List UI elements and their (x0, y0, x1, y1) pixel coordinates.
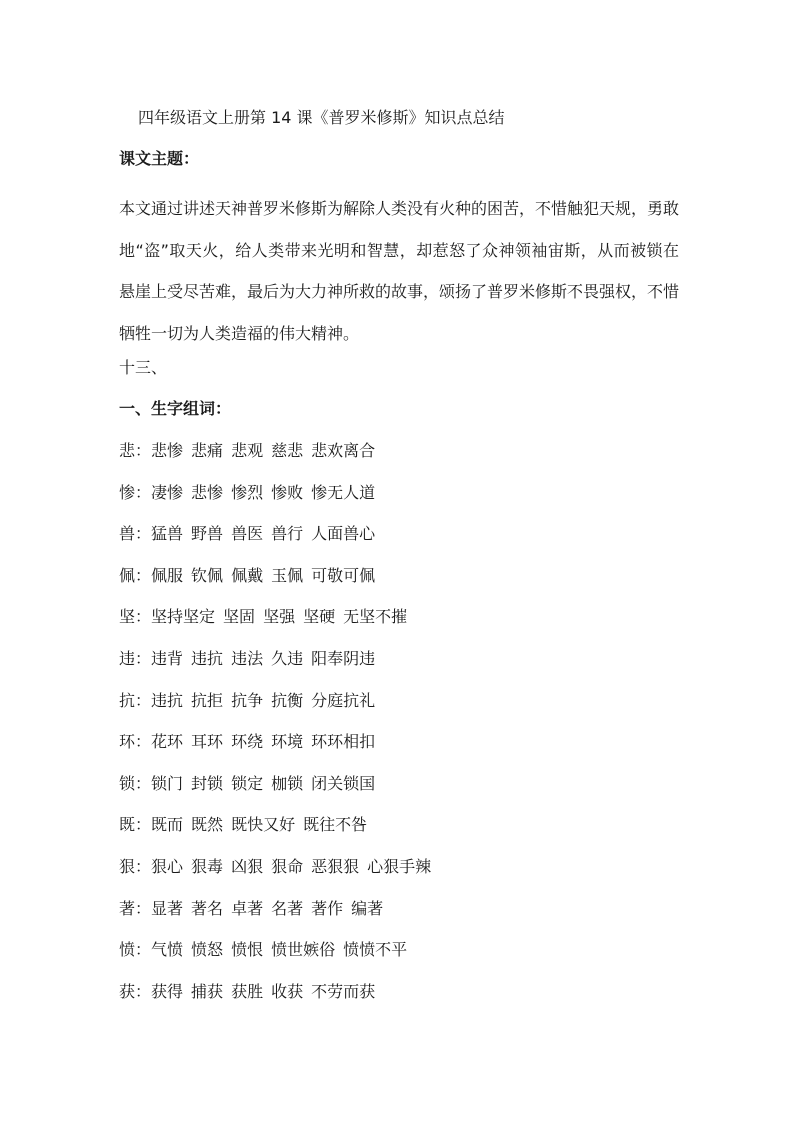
vocab-row (119, 855, 439, 897)
vocab-word: 抗衡 (271, 690, 304, 710)
vocab-word: 凄惨 (151, 482, 184, 502)
vocab-char: 获 (119, 981, 136, 1001)
vocab-word: 恶狠狠 (311, 856, 360, 876)
vocab-char: 著 (119, 898, 136, 918)
vocab-separator: ： (135, 482, 152, 502)
vocab-row (119, 481, 439, 523)
vocab-row (119, 605, 439, 647)
vocab-word: 违背 (151, 648, 184, 668)
vocab-word: 枷锁 (271, 773, 304, 793)
vocab-word: 愤恨 (231, 940, 264, 960)
vocab-char: 锁 (119, 773, 136, 793)
vocab-char: 抗 (119, 690, 136, 710)
vocab-word: 环环相扣 (311, 732, 376, 752)
vocab-char: 佩 (119, 565, 136, 585)
vocab-word: 愤怒 (191, 940, 224, 960)
vocab-word: 久违 (271, 648, 304, 668)
vocab-row (119, 980, 439, 1022)
vocab-word: 著作 (311, 898, 344, 918)
vocab-word: 锁定 (231, 773, 264, 793)
vocab-word: 惨无人道 (311, 482, 376, 502)
vocab-word: 既快又好 (231, 815, 296, 835)
vocab-word: 闭关锁国 (311, 773, 376, 793)
vocab-word: 抗拒 (191, 690, 224, 710)
vocab-word: 名著 (271, 898, 304, 918)
vocab-char: 环 (119, 732, 136, 752)
vocab-word: 狠命 (271, 856, 304, 876)
vocab-word: 愤愤不平 (343, 940, 408, 960)
vocab-word: 坚固 (223, 607, 256, 627)
vocab-char: 惨 (119, 482, 136, 502)
vocab-word: 凶狠 (231, 856, 264, 876)
vocab-word: 钦佩 (191, 565, 224, 585)
vocab-separator: ： (135, 690, 152, 710)
vocab-word: 惨败 (271, 482, 304, 502)
vocab-word: 坚强 (263, 607, 296, 627)
vocab-word: 耳环 (191, 732, 224, 752)
vocab-row (119, 772, 439, 814)
vocab-word: 悲惨 (151, 441, 184, 460)
vocab-separator: ： (135, 898, 152, 918)
vocab-row (119, 689, 439, 731)
vocab-word: 捕获 (191, 981, 224, 1001)
vocab-char: 狠 (119, 856, 136, 876)
vocab-row (119, 564, 439, 606)
vocab-word: 可敬可佩 (311, 565, 376, 585)
vocab-word: 玉佩 (271, 565, 304, 585)
vocab-word: 分庭抗礼 (311, 690, 376, 710)
vocab-word: 收获 (271, 981, 304, 1001)
vocab-separator: ： (135, 648, 152, 668)
vocab-heading: 一、生字组词： (119, 399, 232, 418)
vocab-separator: ： (135, 607, 152, 627)
vocab-word: 阳奉阴违 (311, 648, 376, 668)
vocab-char: 悲 (119, 441, 136, 460)
vocab-separator: ： (135, 940, 152, 960)
vocab-separator: ： (135, 981, 152, 1001)
vocab-word: 愤世嫉俗 (271, 940, 336, 960)
section-number: 十三、 (119, 358, 168, 377)
vocab-word: 锁门 (151, 773, 184, 793)
vocab-row (119, 439, 439, 481)
vocab-word: 心狠手辣 (367, 856, 432, 876)
vocab-word: 著名 (191, 898, 224, 918)
vocab-row (119, 647, 439, 689)
theme-paragraph: 本文通过讲述天神普罗米修斯为解除人类没有火种的困苦，不惜触犯天规，勇敢地“盗”取天火，给人类带来光明和智慧，却惹怒了众神领袖宙斯，从而被锁在悬崖上受尽苦难，最后为大力神所救的故事，颂扬了普罗米修斯不畏强权，不惜牺牲一切为人类造福的伟大精神。 (119, 199, 680, 343)
vocab-row (119, 938, 439, 980)
vocab-separator: ： (135, 773, 152, 793)
vocab-word: 违抗 (151, 690, 184, 710)
vocab-word: 悲观 (231, 441, 264, 460)
vocab-separator: ： (135, 732, 152, 752)
vocab-separator: ： (135, 441, 152, 460)
vocab-word: 慈悲 (271, 441, 304, 460)
vocab-word: 不劳而获 (311, 981, 376, 1001)
vocab-word: 无坚不摧 (343, 607, 408, 627)
vocab-word: 人面兽心 (311, 524, 376, 544)
vocab-word: 既往不咎 (303, 815, 368, 835)
vocab-word: 坚持坚定 (151, 607, 216, 627)
vocab-word: 狠毒 (191, 856, 224, 876)
vocab-word: 显著 (151, 898, 184, 918)
vocab-word: 获胜 (231, 981, 264, 1001)
vocab-row (119, 897, 439, 939)
vocab-word: 违法 (231, 648, 264, 668)
vocab-word: 兽医 (231, 524, 264, 544)
vocab-word: 气愤 (151, 940, 184, 960)
vocab-word: 获得 (151, 981, 184, 1001)
vocab-word: 坚硬 (303, 607, 336, 627)
vocab-word: 卓著 (231, 898, 264, 918)
vocab-word: 佩服 (151, 565, 184, 585)
vocab-word: 佩戴 (231, 565, 264, 585)
vocab-separator: ： (135, 815, 152, 835)
vocab-word: 抗争 (231, 690, 264, 710)
vocab-word: 既然 (191, 815, 224, 835)
vocab-char: 兽 (119, 524, 136, 544)
vocab-word: 既而 (151, 815, 184, 835)
vocab-char: 违 (119, 648, 136, 668)
vocab-word: 惨烈 (231, 482, 264, 502)
vocab-row (119, 730, 439, 772)
vocab-word: 猛兽 (151, 524, 184, 544)
vocab-row (119, 813, 439, 855)
document-title: 四年级语文上册第 14 课《普罗米修斯》知识点总结 (138, 108, 505, 127)
vocab-word: 环绕 (231, 732, 264, 752)
vocab-char: 坚 (119, 607, 136, 627)
vocab-char: 愤 (119, 940, 136, 960)
vocab-word: 兽行 (271, 524, 304, 544)
vocab-word: 狠心 (151, 856, 184, 876)
vocab-word: 悲痛 (191, 441, 224, 460)
vocab-row (119, 522, 439, 564)
vocab-word: 违抗 (191, 648, 224, 668)
vocab-char: 既 (119, 815, 136, 835)
vocab-word: 环境 (271, 732, 304, 752)
vocab-separator: ： (135, 856, 152, 876)
vocab-separator: ： (135, 524, 152, 544)
vocab-word: 封锁 (191, 773, 224, 793)
vocab-word: 编著 (351, 898, 384, 918)
vocab-word: 花环 (151, 732, 184, 752)
vocab-word: 悲欢离合 (311, 441, 376, 460)
theme-heading: 课文主题： (119, 149, 200, 168)
vocab-list (119, 439, 439, 1021)
vocab-word: 野兽 (191, 524, 224, 544)
vocab-separator: ： (135, 565, 152, 585)
vocab-word: 悲惨 (191, 482, 224, 502)
